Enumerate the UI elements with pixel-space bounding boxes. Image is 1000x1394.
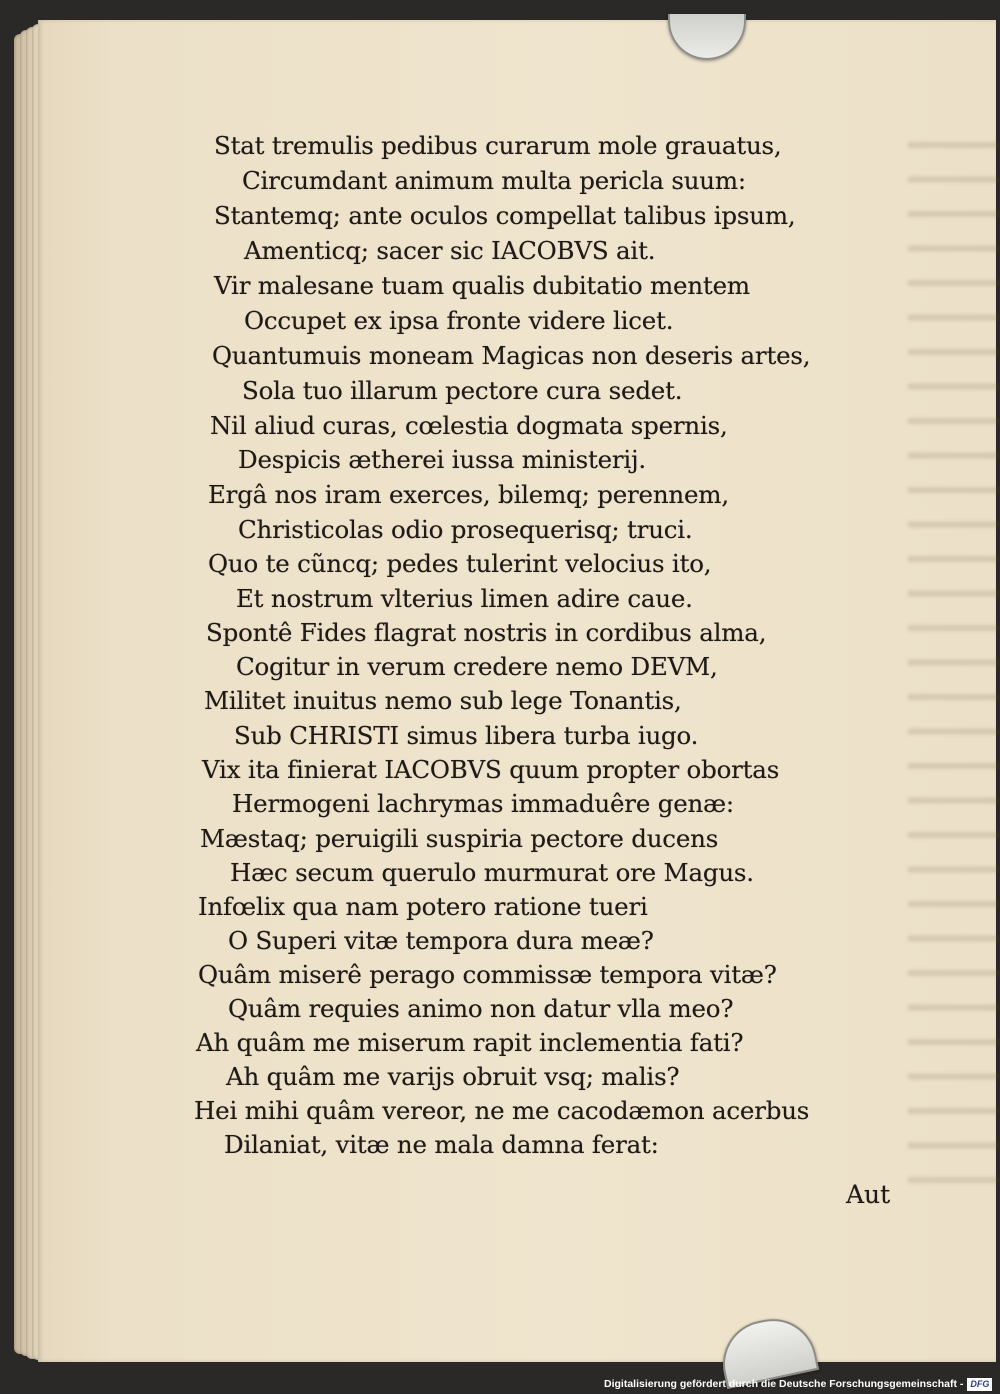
verse-line: Vix ita finierat IACOBVS quum propter obortas (202, 755, 780, 784)
verse-line: Occupet ex ipsa fronte videre licet. (244, 306, 674, 335)
verse-line: Hermogeni lachrymas immaduêre genæ: (232, 789, 734, 818)
verse-line: Quâm requies animo non datur vlla meo? (228, 994, 734, 1023)
verse-line: Et nostrum vlterius limen adire caue. (236, 584, 693, 613)
verse-line: Ah quâm me miserum rapit inclementia fati? (196, 1028, 744, 1057)
catchword: Aut (846, 1180, 891, 1209)
verse-line: O Superi vitæ tempora dura meæ? (228, 926, 654, 955)
verse-line: Nil aliud curas, cœlestia dogmata spernis, (210, 411, 728, 440)
verse-text (38, 20, 996, 1362)
verse-line: Sub CHRISTI simus libera turba iugo. (234, 721, 699, 750)
verse-line: Circumdant animum multa pericla suum: (242, 166, 746, 195)
verse-line: Cogitur in verum credere nemo DEVM, (236, 652, 718, 681)
dfg-logo: DFG (967, 1378, 992, 1391)
credit-text: Digitalisierung gefördert durch die Deutsche Forschungsgemeinschaft - (604, 1378, 964, 1390)
verse-line: Stantemq; ante oculos compellat talibus ipsum, (214, 201, 796, 230)
verse-line: Vir malesane tuam qualis dubitatio mentem (214, 271, 750, 300)
verse-line: Sola tuo illarum pectore cura sedet. (242, 376, 683, 405)
verse-line: Infœlix qua nam potero ratione tueri (198, 892, 648, 921)
verse-line: Despicis ætherei iussa ministerij. (238, 445, 647, 474)
verse-line: Militet inuitus nemo sub lege Tonantis, (204, 686, 682, 715)
verse-line: Dilaniat, vitæ ne mala damna ferat: (224, 1130, 659, 1159)
verse-line: Quâm miserê perago commissæ tempora vitæ? (198, 960, 777, 989)
verse-line: Spontê Fides flagrat nostris in cordibus alma, (206, 618, 767, 647)
verse-line: Ah quâm me varijs obruit vsq; malis? (226, 1062, 680, 1091)
verse-line: Hei mihi quâm vereor, ne me cacodæmon acerbus (194, 1096, 810, 1125)
book-page (38, 20, 996, 1362)
verse-line: Quo te cũncq; pedes tulerint velocius ito, (208, 549, 712, 578)
verse-line: Christicolas odio prosequerisq; truci. (238, 515, 693, 544)
verse-line: Amenticq; sacer sic IACOBVS ait. (244, 236, 656, 265)
verse-line: Quantumuis moneam Magicas non deseris artes, (212, 341, 811, 370)
verse-line: Mæstaq; peruigili suspiria pectore ducens (200, 824, 719, 853)
verse-line: Hæc secum querulo murmurat ore Magus. (230, 858, 754, 887)
verse-line: Ergâ nos iram exerces, bilemq; perennem, (208, 480, 729, 509)
verse-line: Stat tremulis pedibus curarum mole grauatus, (214, 131, 782, 160)
digitization-credit (604, 1376, 992, 1392)
